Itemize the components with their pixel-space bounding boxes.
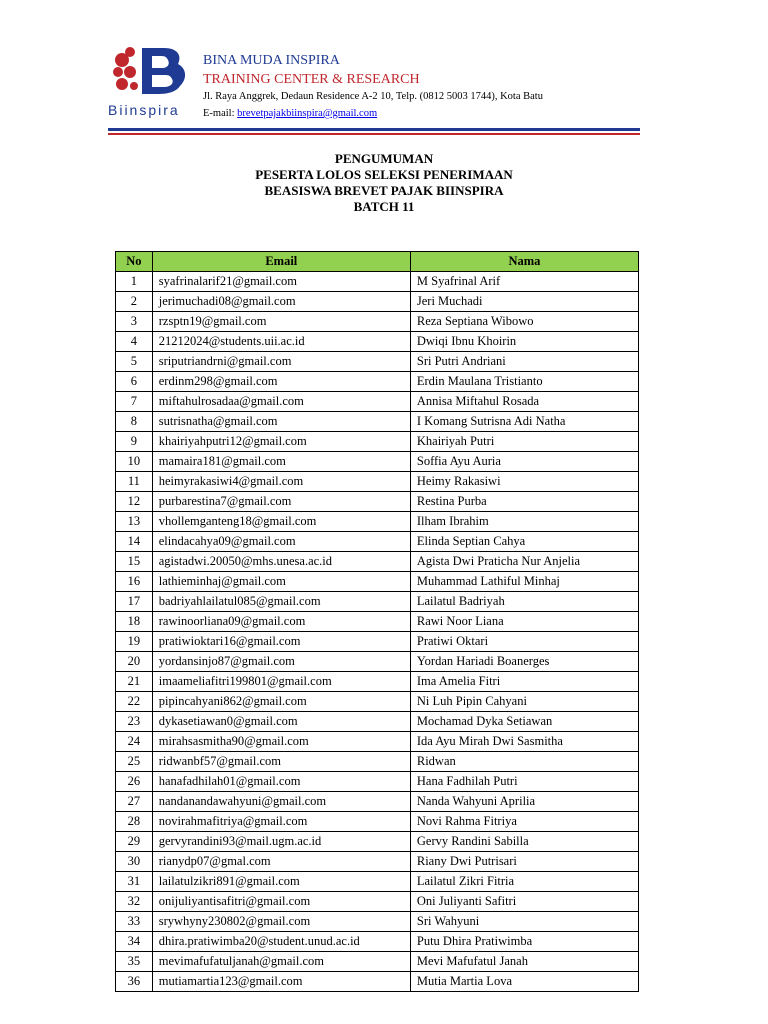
- row-name: Nanda Wahyuni Aprilia: [410, 792, 638, 812]
- header-no: No: [116, 252, 153, 272]
- header-email: Email: [152, 252, 410, 272]
- letterhead-rule-red: [108, 133, 640, 135]
- participants-table: [115, 251, 639, 992]
- table-row: [116, 272, 639, 292]
- row-email: dhira.pratiwimba20@student.unud.ac.id: [152, 932, 410, 952]
- table-row: [116, 492, 639, 512]
- row-name: Erdin Maulana Tristianto: [410, 372, 638, 392]
- table-row: [116, 972, 639, 992]
- logo-wordmark: Biinspira: [108, 102, 180, 118]
- row-name: Novi Rahma Fitriya: [410, 812, 638, 832]
- table-row: [116, 552, 639, 572]
- row-name: Hana Fadhilah Putri: [410, 772, 638, 792]
- row-email: pratiwioktari16@gmail.com: [152, 632, 410, 652]
- row-number: 17: [116, 592, 153, 612]
- table-row: [116, 532, 639, 552]
- row-email: khairiyahputri12@gmail.com: [152, 432, 410, 452]
- table-row: [116, 572, 639, 592]
- row-name: Khairiyah Putri: [410, 432, 638, 452]
- row-name: Dwiqi Ibnu Khoirin: [410, 332, 638, 352]
- organization-name: BINA MUDA INSPIRA: [203, 53, 340, 68]
- row-number: 33: [116, 912, 153, 932]
- row-number: 5: [116, 352, 153, 372]
- row-name: Jeri Muchadi: [410, 292, 638, 312]
- row-number: 36: [116, 972, 153, 992]
- row-number: 18: [116, 612, 153, 632]
- header-nama: Nama: [410, 252, 638, 272]
- row-number: 30: [116, 852, 153, 872]
- row-number: 22: [116, 692, 153, 712]
- biinspira-logo: [108, 42, 192, 122]
- row-name: Pratiwi Oktari: [410, 632, 638, 652]
- table-row: [116, 832, 639, 852]
- table-row: [116, 472, 639, 492]
- table-row: [116, 612, 639, 632]
- row-number: 24: [116, 732, 153, 752]
- row-name: Sri Wahyuni: [410, 912, 638, 932]
- row-number: 2: [116, 292, 153, 312]
- row-number: 15: [116, 552, 153, 572]
- row-name: Mutia Martia Lova: [410, 972, 638, 992]
- row-email: vhollemganteng18@gmail.com: [152, 512, 410, 532]
- row-email: lathieminhaj@gmail.com: [152, 572, 410, 592]
- row-email: miftahulrosadaa@gmail.com: [152, 392, 410, 412]
- row-email: ridwanbf57@gmail.com: [152, 752, 410, 772]
- row-email: onijuliyantisafitri@gmail.com: [152, 892, 410, 912]
- letterhead: [0, 0, 768, 140]
- row-name: Annisa Miftahul Rosada: [410, 392, 638, 412]
- row-email: sutrisnatha@gmail.com: [152, 412, 410, 432]
- organization-subtitle: TRAINING CENTER & RESEARCH: [203, 72, 420, 87]
- table-row: [116, 292, 639, 312]
- table-row: [116, 732, 639, 752]
- table-row: [116, 392, 639, 412]
- row-name: Heimy Rakasiwi: [410, 472, 638, 492]
- row-number: 34: [116, 932, 153, 952]
- table-row: [116, 912, 639, 932]
- row-number: 1: [116, 272, 153, 292]
- row-number: 19: [116, 632, 153, 652]
- organization-address: Jl. Raya Anggrek, Dedaun Residence A-2 10, Telp. (0812 5003 1744), Kota Batu: [203, 91, 543, 102]
- row-email: yordansinjo87@gmail.com: [152, 652, 410, 672]
- table-row: [116, 452, 639, 472]
- row-name: Sri Putri Andriani: [410, 352, 638, 372]
- row-name: Ilham Ibrahim: [410, 512, 638, 532]
- row-name: Rawi Noor Liana: [410, 612, 638, 632]
- table-row: [116, 932, 639, 952]
- table-header-row: [116, 252, 639, 272]
- row-email: elindacahya09@gmail.com: [152, 532, 410, 552]
- row-email: srywhyny230802@gmail.com: [152, 912, 410, 932]
- row-number: 10: [116, 452, 153, 472]
- row-number: 31: [116, 872, 153, 892]
- table-row: [116, 772, 639, 792]
- row-email: purbarestina7@gmail.com: [152, 492, 410, 512]
- table-row: [116, 792, 639, 812]
- row-email: hanafadhilah01@gmail.com: [152, 772, 410, 792]
- table-row: [116, 592, 639, 612]
- table-header: [116, 252, 639, 272]
- table-row: [116, 352, 639, 372]
- row-name: Lailatul Zikri Fitria: [410, 872, 638, 892]
- email-label: E-mail:: [203, 108, 238, 119]
- row-number: 14: [116, 532, 153, 552]
- row-number: 29: [116, 832, 153, 852]
- row-number: 8: [116, 412, 153, 432]
- row-name: Muhammad Lathiful Minhaj: [410, 572, 638, 592]
- row-name: Ni Luh Pipin Cahyani: [410, 692, 638, 712]
- row-number: 13: [116, 512, 153, 532]
- table-row: [116, 712, 639, 732]
- row-email: badriyahlailatul085@gmail.com: [152, 592, 410, 612]
- row-email: gervyrandini93@mail.ugm.ac.id: [152, 832, 410, 852]
- table-row: [116, 632, 639, 652]
- table-row: [116, 332, 639, 352]
- row-number: 21: [116, 672, 153, 692]
- table-row: [116, 872, 639, 892]
- row-name: Mochamad Dyka Setiawan: [410, 712, 638, 732]
- title-line-1: PENGUMUMAN: [334, 151, 434, 166]
- table-row: [116, 412, 639, 432]
- organization-email-row: [203, 108, 377, 119]
- row-number: 20: [116, 652, 153, 672]
- row-email: dykasetiawan0@gmail.com: [152, 712, 410, 732]
- title-line-3: BEASISWA BREVET PAJAK BIINSPIRA: [264, 183, 504, 198]
- row-number: 35: [116, 952, 153, 972]
- table-row: [116, 372, 639, 392]
- row-email: lailatulzikri891@gmail.com: [152, 872, 410, 892]
- row-name: Ima Amelia Fitri: [410, 672, 638, 692]
- row-name: M Syafrinal Arif: [410, 272, 638, 292]
- table-row: [116, 852, 639, 872]
- row-email: rianydp07@gmal.com: [152, 852, 410, 872]
- row-email: sriputriandrni@gmail.com: [152, 352, 410, 372]
- row-name: I Komang Sutrisna Adi Natha: [410, 412, 638, 432]
- row-number: 16: [116, 572, 153, 592]
- row-number: 32: [116, 892, 153, 912]
- row-number: 26: [116, 772, 153, 792]
- title-line-2: PESERTA LOLOS SELEKSI PENERIMAAN: [255, 167, 513, 182]
- row-name: Riany Dwi Putrisari: [410, 852, 638, 872]
- row-email: rzsptn19@gmail.com: [152, 312, 410, 332]
- row-number: 11: [116, 472, 153, 492]
- row-email: 21212024@students.uii.ac.id: [152, 332, 410, 352]
- row-name: Gervy Randini Sabilla: [410, 832, 638, 852]
- table-row: [116, 692, 639, 712]
- row-email: nandanandawahyuni@gmail.com: [152, 792, 410, 812]
- row-number: 4: [116, 332, 153, 352]
- email-link[interactable]: brevetpajakbiinspira@gmail.com: [237, 108, 378, 119]
- letterhead-rule-blue: [108, 128, 640, 131]
- row-number: 23: [116, 712, 153, 732]
- logo-mark-icon: [108, 42, 192, 102]
- table-row: [116, 312, 639, 332]
- row-email: imaameliafitri199801@gmail.com: [152, 672, 410, 692]
- title-line-4: BATCH 11: [353, 199, 415, 214]
- row-name: Oni Juliyanti Safitri: [410, 892, 638, 912]
- row-name: Putu Dhira Pratiwimba: [410, 932, 638, 952]
- row-number: 9: [116, 432, 153, 452]
- table-row: [116, 812, 639, 832]
- table-body: [116, 272, 639, 992]
- row-name: Soffia Ayu Auria: [410, 452, 638, 472]
- table-row: [116, 892, 639, 912]
- row-number: 3: [116, 312, 153, 332]
- row-email: jerimuchadi08@gmail.com: [152, 292, 410, 312]
- row-email: novirahmafitriya@gmail.com: [152, 812, 410, 832]
- row-name: Agista Dwi Praticha Nur Anjelia: [410, 552, 638, 572]
- row-email: mamaira181@gmail.com: [152, 452, 410, 472]
- row-email: mevimafufatuljanah@gmail.com: [152, 952, 410, 972]
- announcement-title: [0, 151, 768, 215]
- row-name: Ida Ayu Mirah Dwi Sasmitha: [410, 732, 638, 752]
- row-name: Elinda Septian Cahya: [410, 532, 638, 552]
- row-email: pipincahyani862@gmail.com: [152, 692, 410, 712]
- row-email: erdinm298@gmail.com: [152, 372, 410, 392]
- row-number: 12: [116, 492, 153, 512]
- table-row: [116, 672, 639, 692]
- row-number: 25: [116, 752, 153, 772]
- table-row: [116, 512, 639, 532]
- row-number: 27: [116, 792, 153, 812]
- table-row: [116, 952, 639, 972]
- table-row: [116, 432, 639, 452]
- row-number: 28: [116, 812, 153, 832]
- table-row: [116, 752, 639, 772]
- table-row: [116, 652, 639, 672]
- row-number: 7: [116, 392, 153, 412]
- row-email: heimyrakasiwi4@gmail.com: [152, 472, 410, 492]
- row-name: Lailatul Badriyah: [410, 592, 638, 612]
- row-name: Yordan Hariadi Boanerges: [410, 652, 638, 672]
- row-name: Mevi Mafufatul Janah: [410, 952, 638, 972]
- row-email: mutiamartia123@gmail.com: [152, 972, 410, 992]
- row-email: agistadwi.20050@mhs.unesa.ac.id: [152, 552, 410, 572]
- row-email: syafrinalarif21@gmail.com: [152, 272, 410, 292]
- row-email: rawinoorliana09@gmail.com: [152, 612, 410, 632]
- row-name: Restina Purba: [410, 492, 638, 512]
- row-name: Reza Septiana Wibowo: [410, 312, 638, 332]
- row-name: Ridwan: [410, 752, 638, 772]
- row-email: mirahsasmitha90@gmail.com: [152, 732, 410, 752]
- row-number: 6: [116, 372, 153, 392]
